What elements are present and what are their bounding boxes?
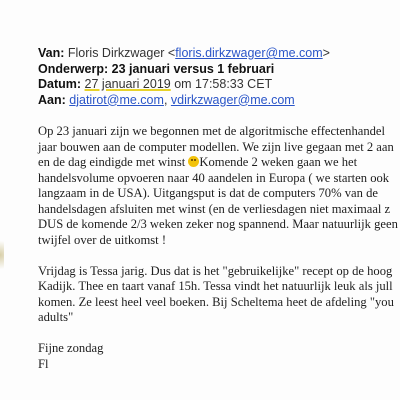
paragraph-gap — [38, 326, 400, 342]
from-email-link[interactable]: floris.dirkzwager@me.com — [175, 46, 323, 60]
body-line: komen. Ze leest heel veel boeken. Bij Scheltema heet de afdeling "you — [38, 294, 394, 309]
body-line: handelsdagen afsluiten met winst (en de verliesdagen niet maximaal z — [38, 201, 391, 216]
closing-line: Fijne zondag — [38, 341, 104, 355]
email-body — [38, 124, 400, 372]
time-value: om 17:58:33 CET — [170, 77, 273, 91]
body-line: adults" — [38, 310, 74, 324]
from-row — [38, 46, 400, 62]
signature-line: Fl — [38, 356, 49, 371]
body-line: langzaam in de USA). Uitgangsput is dat de computers 70% van de — [38, 186, 378, 200]
subject-label: Onderwerp: — [38, 61, 109, 76]
body-line: handelsvolume opvoeren naar 40 aandelen in Europa ( we starten ook — [38, 170, 390, 185]
to-label: Aan: — [38, 92, 66, 107]
body-line: Vrijdag is Tessa jarig. Dus dat is het "gebruikelijke" recept op de hoog — [38, 263, 393, 278]
from-label: Van: — [38, 46, 65, 60]
from-name: Floris Dirkzwager < — [67, 46, 176, 60]
body-line — [38, 155, 400, 171]
to-email-link-1[interactable]: djatirot@me.com — [69, 92, 164, 107]
smiley-emoji-icon — [188, 156, 199, 167]
subject-row — [38, 62, 400, 78]
date-row — [38, 77, 400, 93]
body-line-part: en de dag eindigde met winst — [38, 155, 189, 169]
body-line-part: Komende 2 weken gaan we het — [199, 155, 358, 169]
to-email-link-2[interactable]: vdirkzwager@me.com — [170, 92, 295, 107]
body-line: DUS de komende 2/3 weken zeker nog spannend. Maar natuurlijk geen — [38, 217, 398, 231]
to-separator: , — [163, 92, 171, 107]
subject-text: 23 januari versus 1 februari — [111, 61, 275, 76]
scan-shadow — [0, 235, 4, 275]
body-line: twijfel over de uitkomst ! — [38, 232, 167, 247]
date-value: 27 januari 2019 — [84, 77, 171, 91]
from-end: > — [322, 46, 330, 60]
email-header — [38, 46, 400, 108]
paragraph-gap — [38, 248, 400, 264]
body-line: jaar bouwen aan de computer modellen. We zijn live gegaan met 2 aan — [38, 139, 394, 154]
body-line: Op 23 januari zijn we begonnen met de algoritmische effectenhandel — [38, 124, 386, 138]
body-line: Kadijk. Thee en taart vanaf 15h. Tessa vindt het natuurlijk leuk als jull — [38, 279, 393, 293]
to-row — [38, 93, 400, 109]
date-label: Datum: — [38, 77, 82, 91]
